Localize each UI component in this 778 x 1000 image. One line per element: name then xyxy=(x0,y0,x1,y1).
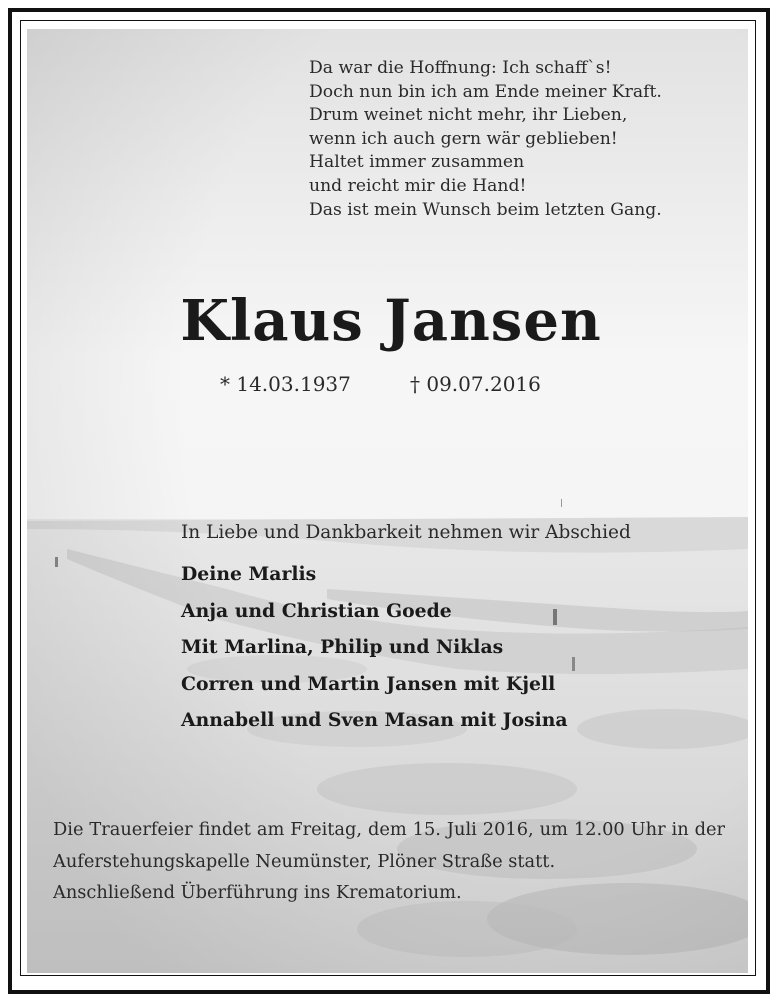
transfer-note: Anschließend Überführung ins Krematorium. xyxy=(53,882,462,904)
poem-line: wenn ich auch gern wär geblieben! xyxy=(309,128,618,149)
poem-line: Haltet immer zusammen xyxy=(309,152,525,173)
birth-date: * 14.03.1937 xyxy=(220,372,351,396)
deceased-name: Klaus Jansen xyxy=(180,288,602,354)
mourners-list xyxy=(181,556,741,739)
poem-line: Das ist mein Wunsch beim letzten Gang. xyxy=(309,199,662,220)
poem-line: und reicht mir die Hand! xyxy=(309,175,527,196)
poem-verse xyxy=(309,57,729,222)
mourner-name: Annabell und Sven Masan mit Josina xyxy=(181,709,568,732)
poem-line: Drum weinet nicht mehr, ihr Lieben, xyxy=(309,105,628,126)
poem-line: Doch nun bin ich am Ende meiner Kraft. xyxy=(309,81,662,102)
poem-line: Da war die Hoffnung: Ich schaff`s! xyxy=(309,58,612,78)
mourner-name: Mit Marlina, Philip und Niklas xyxy=(181,636,504,659)
mourner-name: Anja und Christian Goede xyxy=(181,599,452,622)
mourner-name: Deine Marlis xyxy=(181,563,317,585)
service-details: Die Trauerfeier findet am Freitag, dem 15. Juli 2016, um 12.00 Uhr in der Auferstehungskapelle Neumünster, Plöner Straße statt. xyxy=(53,819,725,872)
funeral-service-info xyxy=(53,814,725,909)
farewell-line: In Liebe und Dankbarkeit nehmen wir Abschied xyxy=(181,522,631,543)
mourner-name: Corren und Martin Jansen mit Kjell xyxy=(181,672,556,695)
death-date: † 09.07.2016 xyxy=(410,372,541,396)
